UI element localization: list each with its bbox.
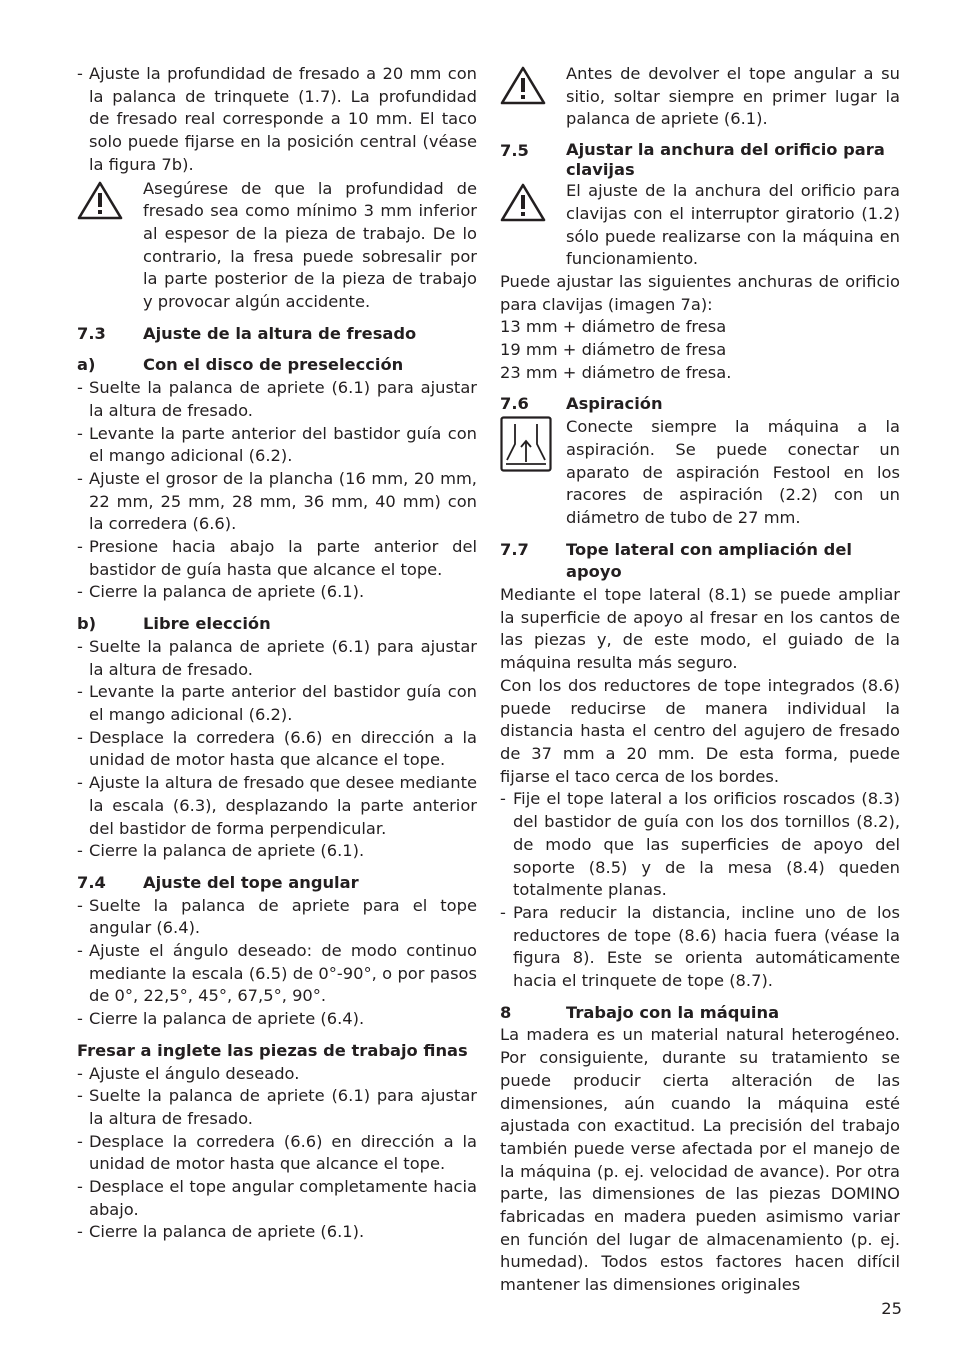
warning-block [77,178,477,314]
list-inglete [77,1063,477,1245]
size-line: 23 mm + diámetro de fresa. [500,362,732,382]
list-b [77,636,477,863]
list-item: - Levante la parte anterior del bastidor guía con el mango adicional (6.2). [77,423,477,468]
warning-block [500,180,900,271]
section-heading-7-3: 7.3 Ajuste de la altura de fresado [77,323,417,343]
warning-triangle-icon [77,178,143,314]
list-7-4 [77,895,477,1031]
list-item: - Cierre la palanca de apriete (6.1). [77,1221,477,1244]
paragraph: Puede ajustar las siguientes anchuras de orificio para clavijas (imagen 7a): [500,271,900,314]
list-item: - Suelte la palanca de apriete (6.1) para ajustar la altura de fresado. [77,377,477,422]
warning-text: Asegúrese de que la profundidad de fresado sea como mínimo 3 mm inferior al espesor de la pieza de trabajo. De lo contrario, la fresa puede sobresalir por la parte posterior de la pieza de trabajo y provocar algún accidente. [143,178,477,312]
list-item: - Desplace la corredera (6.6) en dirección a la unidad de motor hasta que alcance el tope. [77,727,477,772]
list-item: - Presione hacia abajo la parte anterior del bastidor de guía hasta que alcance el tope. [77,536,477,581]
paragraph: Mediante el tope lateral (8.1) se puede ampliar la superficie de apoyo al fresar en los cantos de las piezas y, de este modo, el guiado de la máquina resulta más seguro. [500,585,900,673]
list-item: - Levante la parte anterior del bastidor guía con el mango adicional (6.2). [77,681,477,726]
list-item: - Ajuste la altura de fresado que desee mediante la escala (6.3), desplazando la parte anterior del bastidor de forma perpendicular. [77,772,477,840]
list-item: - Desplace la corredera (6.6) en dirección a la unidad de motor hasta que alcance el tope. [77,1131,477,1176]
section-heading-7-4: 7.4 Ajuste del tope angular [77,872,359,892]
list-item: - Suelte la palanca de apriete para el tope angular (6.4). [77,895,477,940]
warning-text: Antes de devolver el tope angular a su sitio, soltar siempre en primer lugar la palanca de apriete (6.1). [566,64,900,129]
paragraph: La madera es un material natural heterogéneo. Por consiguiente, durante su tratamiento se puede producir cierta alteración de las dimensiones, aún cuando la máquina esté ajustada con exactitud. La precisión del trabajo también puede verse afectada por el manejo de la máquina (p. ej. velocidad de avance). Por otra parte, las dimensiones de las piezas DOMINO fabricadas en madera pueden asimismo variar en función del lugar de almacenamiento (p. ej. humedad). Todos estos factores hacen difícil mantener las dimensiones originales [500,1025,900,1295]
warning-block [500,63,900,131]
list-item: - Ajuste el ángulo deseado: de modo continuo mediante la escala (6.5) de 0°-90°, o por pasos de 0°, 22,5°, 45°, 67,5°, 90°. [77,940,477,1008]
list-item: - Ajuste el grosor de la plancha (16 mm, 20 mm, 22 mm, 25 mm, 28 mm, 36 mm, 40 mm) con la corredera (6.6). [77,468,477,536]
section-heading-7-6: 7.6 Aspiración [500,394,663,414]
extraction-text: Conecte siempre la máquina a la aspiración. Se puede conectar un aparato de aspiración Festool en los racores de aspiración (2.2) con un diámetro de tubo de 27 mm. [566,417,900,527]
list-item: - Para reducir la distancia, incline uno de los reductores de tope (8.6) hacia fuera (véase la figura 8). Este se orienta automáticamente hacia el trinquete de tope (8.7). [500,902,900,993]
section-heading-8: 8 Trabajo con la máquina [500,1002,780,1022]
list-item: - Ajuste la profundidad de fresado a 20 mm con la palanca de trinquete (1.7). La profundidad de fresado real corresponde a 10 mm. El taco solo puede fijarse en la posición central (véase la figura 7b). [77,63,477,177]
subsection-heading-b: b) Libre elección [77,614,271,634]
section-heading-7-7: 7.7 Tope lateral con ampliación del apoyo [500,539,852,582]
list-item: - Cierre la palanca de apriete (6.1). [77,581,477,604]
size-line: 19 mm + diámetro de fresa [500,340,727,360]
dust-extraction-icon [500,416,566,530]
paragraph: Con los dos reductores de tope integrados (8.6) puede reducirse de manera individual la distancia hasta el centro del agujero de fresado de 37 mm a 20 mm. De esta forma, puede fijarse el taco cerca de los bordes. [500,675,900,786]
list-item: - Cierre la palanca de apriete (6.4). [77,1008,477,1031]
warning-triangle-icon [500,180,566,271]
list-item: - Desplace el tope angular completamente hacia abajo. [77,1176,477,1221]
list-item: - Suelte la palanca de apriete (6.1) para ajustar la altura de fresado. [77,636,477,681]
page-number: 25 [881,1299,902,1318]
right-column [500,63,900,1297]
section-heading-7-5: 7.5 Ajustar la anchura del orificio para clavijas [500,140,885,180]
list-item: - Ajuste el ángulo deseado. [77,1063,477,1086]
left-column [77,63,477,1244]
list-item: - Suelte la palanca de apriete (6.1) para ajustar la altura de fresado. [77,1085,477,1130]
warning-triangle-icon [500,63,566,131]
warning-text: El ajuste de la anchura del orificio para clavijas con el interruptor giratorio (1.2) sólo puede realizarse con la máquina en funcionamiento. [566,181,900,269]
subsection-heading-a: a) Con el disco de preselección [77,355,404,375]
size-line: 13 mm + diámetro de fresa [500,317,727,337]
list-item: - Fije el tope lateral a los orificios roscados (8.3) del bastidor de guía con los dos tornillos (8.2), de modo que las superficies de apoyo del soporte (8.5) y de la mesa (8.4) queden totalmente planas. [500,788,900,902]
inglete-heading: Fresar a inglete las piezas de trabajo finas [77,1040,468,1060]
extraction-block [500,416,900,530]
list-a [77,377,477,604]
list-item: - Cierre la palanca de apriete (6.1). [77,840,477,863]
